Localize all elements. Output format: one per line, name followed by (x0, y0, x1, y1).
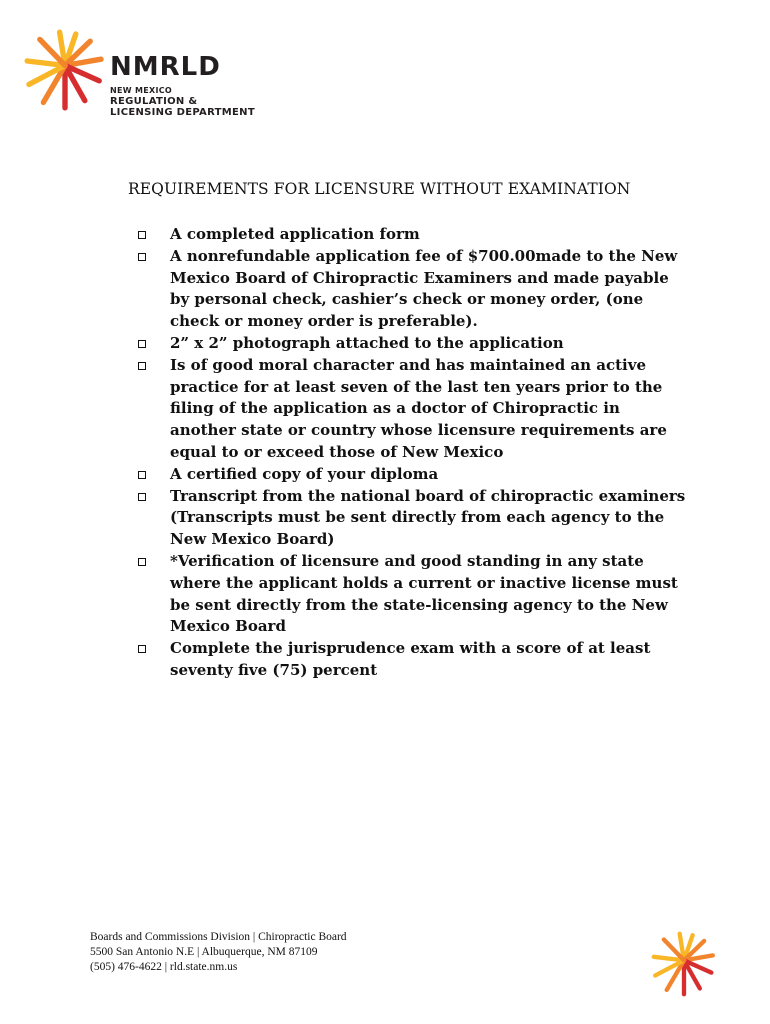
starburst-footer-logo-icon (648, 928, 720, 1000)
list-item (128, 486, 688, 551)
requirement-text: Is of good moral character and has maintained an active practice for at least seven of the last ten years prior to the filing of the application as a doctor of Chiropractic in another state or country whose licensure requirements are equal to or exceed those of New Mexico (170, 355, 667, 461)
list-item (128, 333, 688, 355)
brand-sub-department: LICENSING DEPARTMENT (110, 107, 255, 118)
checkbox-bullet-icon (138, 645, 146, 653)
brand-sub-regulation: REGULATION & (110, 96, 198, 107)
checkbox-bullet-icon (138, 558, 146, 566)
checkbox-bullet-icon (138, 340, 146, 348)
brand-block (110, 54, 255, 118)
requirement-text: A nonrefundable application fee of $700.00made to the New Mexico Board of Chiropractic Examiners and made payable by personal check, cashier’s check or money order, (one check or money order is preferable). (170, 246, 678, 331)
requirement-text: *Verification of licensure and good standing in any state where the applicant holds a current or inactive license must be sent directly from the state-licensing agency to the New Mexico Board (170, 551, 678, 636)
brand-subtitle (110, 85, 255, 118)
list-item (128, 246, 688, 333)
requirement-text: Transcript from the national board of chiropractic examiners (Transcripts must be sent directly from each agency to the New Mexico Board) (170, 486, 686, 549)
list-item (128, 551, 688, 638)
requirement-text: A completed application form (170, 225, 420, 243)
footer-contact (90, 930, 347, 975)
brand-sub-state: NEW MEXICO (110, 86, 173, 95)
footer-division: Boards and Commissions Division | Chiropractic Board (90, 931, 347, 943)
checkbox-bullet-icon (138, 253, 146, 261)
list-item (128, 638, 688, 682)
requirement-text: 2” x 2” photograph attached to the application (170, 333, 564, 352)
list-item (128, 464, 688, 486)
checkbox-bullet-icon (138, 231, 146, 239)
document-heading: REQUIREMENTS FOR LICENSURE WITHOUT EXAMINATION (128, 180, 631, 198)
requirement-text: Complete the jurisprudence exam with a score of at least seventy five (75) percent (170, 639, 651, 679)
list-item (128, 224, 688, 246)
requirement-text: A certified copy of your diploma (170, 464, 439, 483)
list-item (128, 355, 688, 464)
brand-wordmark: NMRLD (110, 52, 221, 82)
footer-address: 5500 San Antonio N.E | Albuquerque, NM 87109 (90, 946, 318, 958)
requirements-list (128, 224, 688, 682)
checkbox-bullet-icon (138, 493, 146, 501)
checkbox-bullet-icon (138, 471, 146, 479)
starburst-logo-icon (20, 25, 110, 115)
footer-phone-website: (505) 476-4622 | rld.state.nm.us (90, 961, 238, 973)
checkbox-bullet-icon (138, 362, 146, 370)
